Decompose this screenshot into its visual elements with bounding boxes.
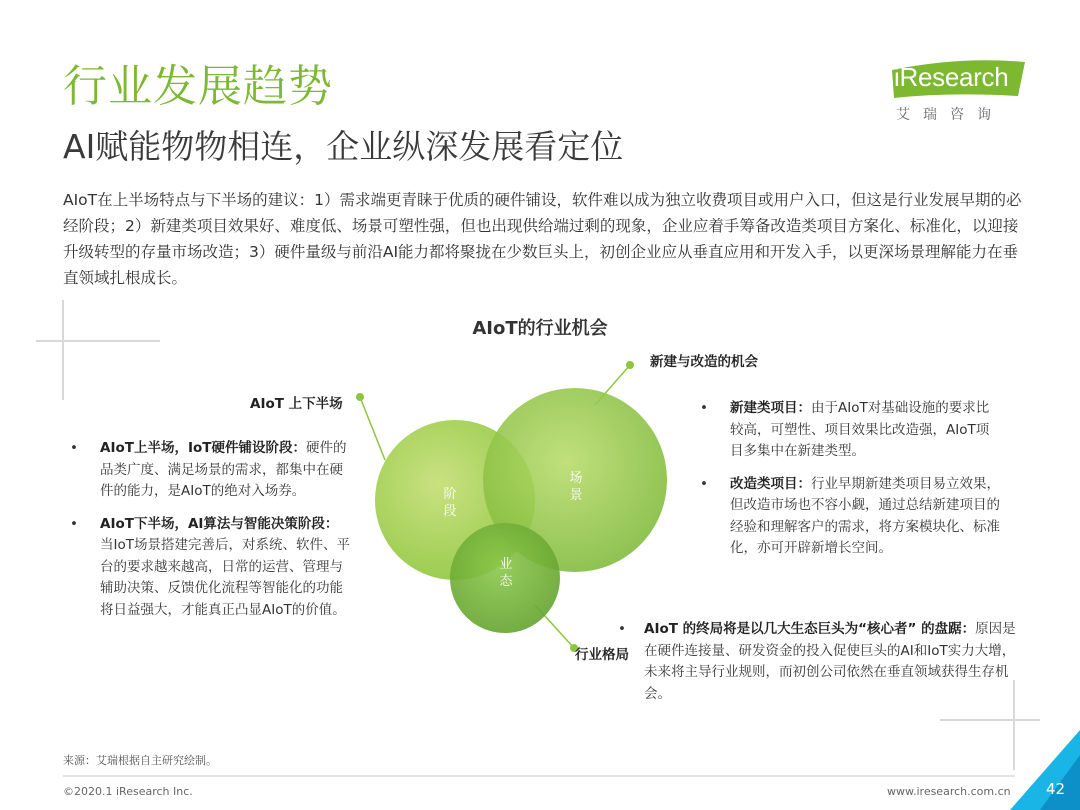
page-title: 行业发展趋势 — [63, 61, 333, 112]
source-note: 来源：艾瑞根据自主研究绘制。 — [63, 754, 217, 767]
label-new-and-retrofit: 新建与改造的机会 — [650, 354, 758, 370]
right-connector-dot — [626, 361, 634, 369]
list-item: • AIoT上半场，IoT硬件铺设阶段：硬件的品类广度、满足场景的需求，都集中在硬件的能力，是AIoT的绝对入场券。 — [70, 440, 347, 499]
intro-paragraph: AIoT在上半场特点与下半场的建议：1）需求端更青睐于优质的硬件铺设，软件难以成为独立收费项目或用户入口，但这是行业发展早期的必经阶段；2）新建类项目效果好、难度低、场景可塑性强，但也出现供给端过剩的现象，企业应着手筹备改造类项目方案化、标准化，以迎接升级转型的存量市场改造；3）硬件量级与前沿AI能力都将聚拢在少数巨头上，初创企业应从垂直应用和开发入手，以更深场景理解能力在垂直领域扎根成长。 — [63, 191, 1022, 287]
left-bullet-list — [70, 438, 350, 632]
circle-label-format: 业态 — [499, 557, 513, 589]
copyright: ©2020.1 iResearch Inc. — [63, 785, 193, 798]
list-item: • 新建类项目：由于AIoT对基础设施的要求比较高，可塑性、项目效果比改造强，AIoT项目多集中在新建类型。 — [700, 400, 990, 459]
logo-word: iResearch — [894, 62, 1009, 92]
page-subtitle: AI赋能物物相连，企业纵深发展看定位 — [63, 127, 624, 166]
circle-label-scene: 场景 — [569, 471, 583, 503]
label-industry-landscape: 行业格局 — [575, 647, 629, 663]
circle-label-stage: 阶段 — [443, 487, 457, 519]
left-connector-dot — [356, 393, 364, 401]
list-item: • 改造类项目：行业早期新建类项目易立效果，但改造市场也不容小觑，通过总结新建项目的经验和理解客户的需求，将方案模块化、标准化，亦可开辟新增长空间。 — [700, 475, 1000, 556]
label-halves: AIoT 上下半场 — [250, 396, 343, 412]
bottom-bullet-list — [618, 619, 1018, 716]
iresearch-logo — [890, 58, 1030, 128]
list-item: • AIoT 的终局将是以几大生态巨头为“核心者” 的盘踞：原因是在硬件连接量、研发资金的投入促使巨头的AI和IoT实力大增，未来将主导行业规则，而初创公司依然在垂直领域获得生存机会。 — [618, 621, 1016, 702]
venn-diagram — [340, 350, 720, 660]
right-bullet-list — [700, 398, 1000, 571]
logo-subtitle: 艾瑞咨询 — [896, 107, 1004, 123]
website-link[interactable]: www.iresearch.com.cn — [887, 785, 1011, 798]
list-item: • AIoT下半场，AI算法与智能决策阶段：当IoT场景搭建完善后，对系统、软件、平台的要求越来越高，日常的运营、管理与辅助决策、反馈优化流程等智能化的功能将日益强大，才能真正凸显AIoT的价值。 — [70, 515, 350, 618]
diagram-title: AIoT的行业机会 — [472, 318, 608, 339]
page-number: 42 — [1046, 780, 1066, 798]
